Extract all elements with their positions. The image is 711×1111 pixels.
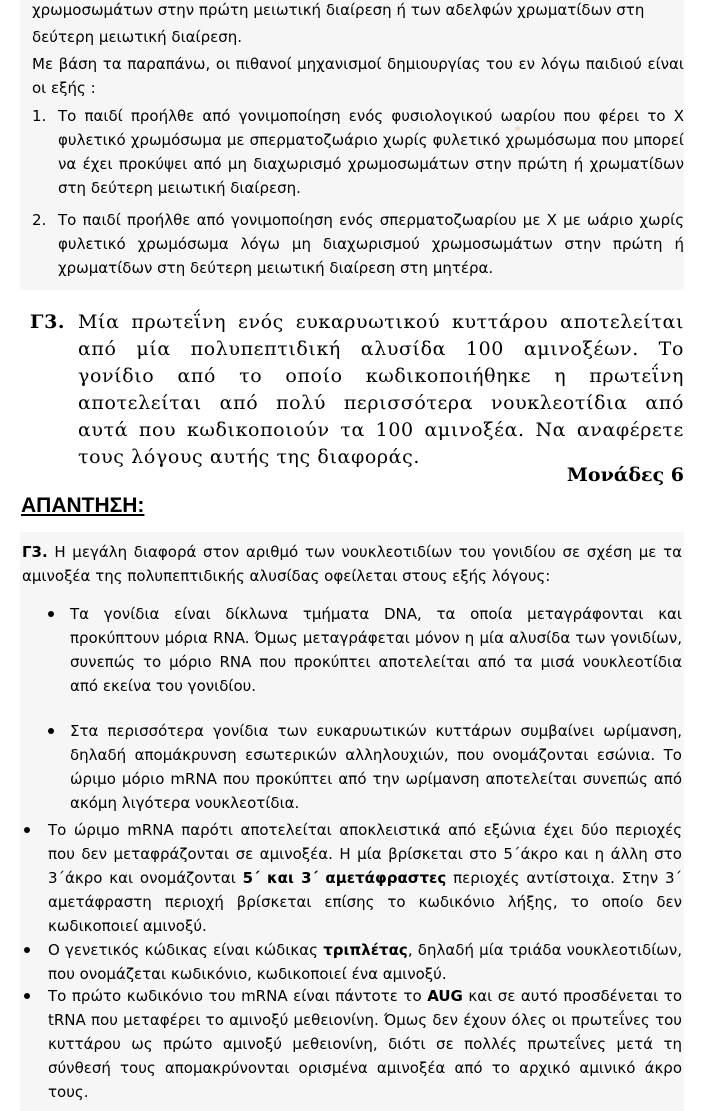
question-c3 [30, 309, 684, 471]
item-text: Το παιδί προήλθε από γονιμοποίηση ενός φυσιολογικού ωαρίου που φέρει το Χ φυλετικό χρωμόσωμα με σπερματοζωάριο χωρίς φυλετικό χρωμόσωμα που μπορεί να έχει προκύψει από μη διαχωρισμό χρωμοσωμάτων στην πρώτη ή χρωματίδων στη δεύτερη μειωτική διαίρεση. [58, 107, 684, 197]
answer-bullet-2 [70, 719, 682, 815]
answer-intro-text: Η μεγάλη διαφορά στον αριθμό των νουκλεοτιδίων του γονιδίου σε σχέση με τα αμινοξέα της πολυπεπτιδικής αλυσίδας οφείλεται στους εξής λόγους: [22, 543, 682, 585]
bullet-text: Το ώριμο mRNA παρότι αποτελείται αποκλειστικά από εξώνια έχει δύο περιοχές που δεν μεταφράζονται σε αμινοξέα. Η μία βρίσκεται στο 5΄άκρο και η άλλη στο 3΄άκρο και ονομάζονται 5΄ και 3΄ αμετάφραστες περιοχές αντίστοιχα. Στην 3΄ αμετάφραστη περιοχή βρίσκεται επίσης το κωδικόνιο λήξης, το οποίο δεν κωδικοποιεί αμινοξύ. [48, 821, 682, 935]
answer-bullet-3 [48, 818, 682, 938]
mechanism-item-1 [32, 104, 684, 200]
bullet-text: Στα περισσότερα γονίδια των ευκαρυωτικών κυττάρων συμβαίνει ωρίμανση, δηλαδή απομάκρυνση εσωτερικών αλληλουχιών, που ονομάζονται εσώνια. Το ώριμο μόριο mRNA που προκύπτει από την ωρίμανση αποτελείται συνεπώς από ακόμη λιγότερα νουκλεοτίδια. [70, 722, 682, 812]
bold-term: τριπλέτας [323, 941, 408, 959]
paragraph-line-2: δεύτερη μειωτική διαίρεση. [32, 28, 243, 46]
answer-heading: ΑΠΑΝΤΗΣΗ: [21, 494, 145, 517]
answer-intro [22, 540, 682, 588]
question-label: Γ3. [30, 311, 66, 333]
bullet-text: Ο γενετικός κώδικας είναι κώδικας τριπλέτας, δηλαδή μία τριάδα νουκλεοτιδίων, που ονομάζεται κωδικόνιο, κωδικοποιεί ένα αμινοξύ. [48, 941, 682, 983]
paragraph-line-1: χρωμοσωμάτων στην πρώτη μειωτική διαίρεση ή των αδελφών χρωματίδων στη [32, 1, 645, 19]
bullet-dot [24, 827, 30, 833]
bullet-text: Τα γονίδια είναι δίκλωνα τμήματα DNA, τα οποία μεταγράφονται και προκύπτουν μόρια RNA. Όμως μεταγράφεται μόνον η μία αλυσίδα των γονιδίων, συνεπώς το μόριο RNA που προκύπτει αποτελείται από τα μισά νουκλεοτίδια από εκείνα του γονιδίου. [70, 605, 682, 695]
bullet-text: Το πρώτο κωδικόνιο του mRNA είναι πάντοτε το AUG και σε αυτό προσδένεται το tRNA που μεταφέρει το αμινοξύ μεθειονίνη. Όμως δεν έχουν όλες οι πρωτεΐνες του κυττάρου ως πρώτο αμινοξύ μεθειονίνη, διότι σε πολλές πρωτεΐνες μετά τη σύνθεσή τους απομακρύνονται ορισμένα αμινοξέα από το αρχικό αμινικό άκρο τους. [48, 987, 683, 1101]
answer-bullet-4 [48, 938, 682, 986]
bullet-dot [48, 611, 54, 617]
answer-bullet-5 [48, 984, 682, 1104]
bold-term: AUG [427, 987, 463, 1005]
item-number: 2. [32, 211, 47, 229]
bullet-dot [24, 993, 30, 999]
item-number: 1. [32, 107, 47, 125]
points-label: Μονάδες 6 [566, 464, 684, 486]
mechanisms-intro: Με βάση τα παραπάνω, οι πιθανοί μηχανισμοί δημιουργίας του εν λόγω παιδιού είναι οι εξής : [32, 55, 684, 97]
bullet-dot [24, 947, 30, 953]
mechanism-item-2 [32, 208, 684, 280]
answer-bullet-1 [70, 602, 682, 698]
item-text: Το παιδί προήλθε από γονιμοποίηση ενός σπερματοζωαρίου με Χ με ωάριο χωρίς φυλετικό χρωμόσωμα λόγω μη διαχωρισμού χρωμοσωμάτων στην πρώτη ή χρωματίδων στη δεύτερη μειωτική διαίρεση στη μητέρα. [58, 211, 684, 277]
answer-label: Γ3. [22, 543, 48, 561]
question-text: Μία πρωτεΐνη ενός ευκαρυωτικού κυττάρου αποτελείται από μία πολυπεπτιδική αλυσίδα 100 αμινοξέων. Το γονίδιο από το οποίο κωδικοποιήθηκε η πρωτεΐνη αποτελείται από πολύ περισσότερα νουκλεοτίδια από αυτά που κωδικοποιούν τα 100 αμινοξέα. Να αναφέρετε τους λόγους αυτής της διαφοράς. [78, 311, 684, 468]
bold-term: 5΄ και 3΄ αμετάφραστες [242, 869, 447, 887]
bullet-dot [48, 728, 54, 734]
